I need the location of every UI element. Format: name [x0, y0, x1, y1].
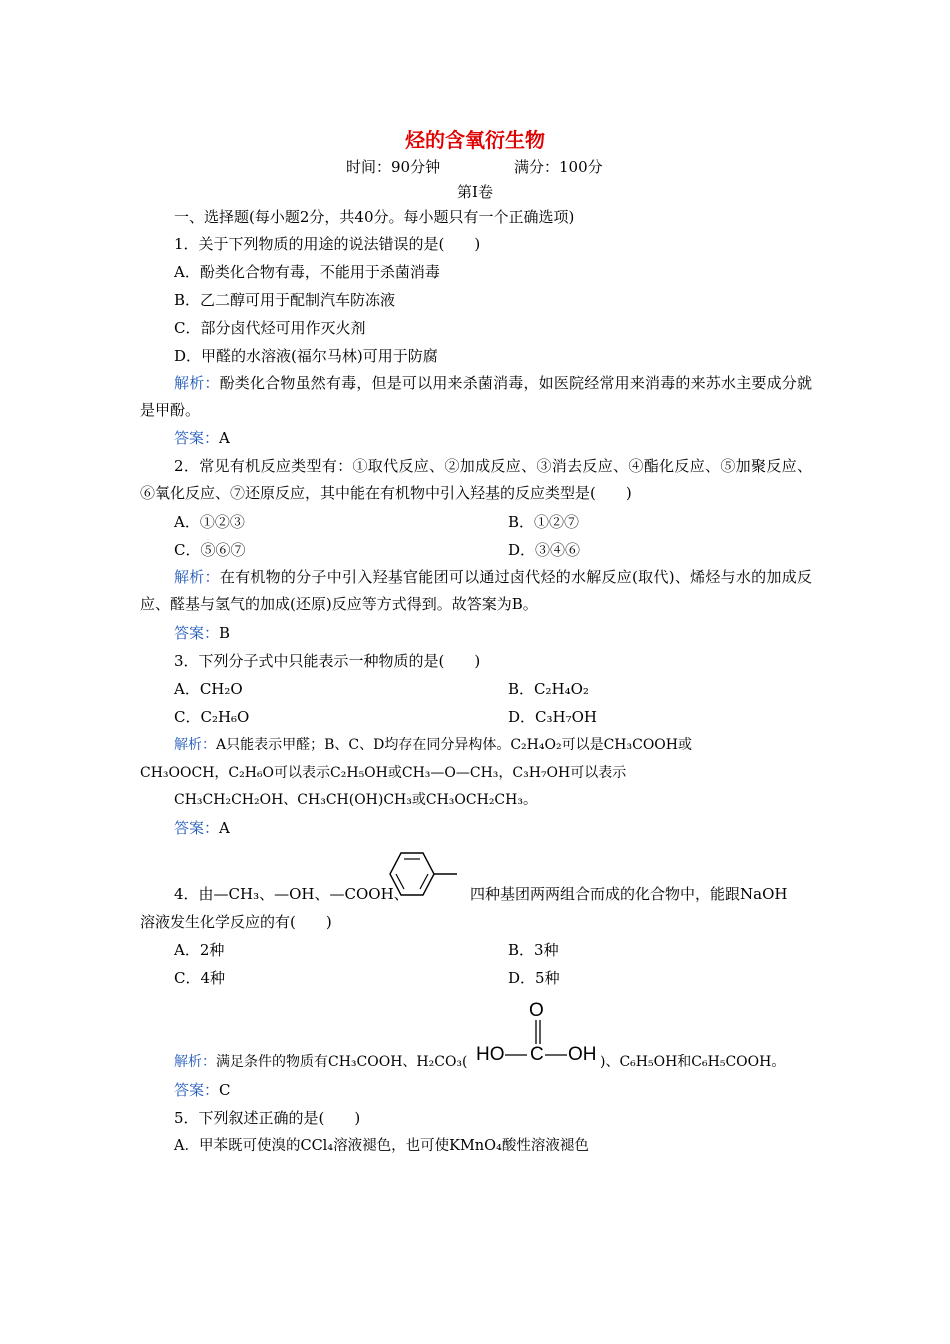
explanation-label: 解析： [174, 374, 220, 392]
q2-answer-value: B [219, 624, 231, 642]
q2-explanation-text: 在有机物的分子中引入羟基官能团可以通过卤代烃的水解反应(取代)、烯烃与水的加成反应、醛基与氢气的加成(还原)反应等方式得到。故答案为B。 [140, 568, 812, 613]
q4-option-c: C．4种 [174, 969, 226, 987]
q1-explanation-text: 酚类化合物虽然有毒，但是可以用来杀菌消毒，如医院经常用来消毒的来苏水主要成分就是甲酚。 [140, 374, 812, 419]
q4-option-a: A．2种 [174, 941, 225, 959]
q2-option-c: C．⑤⑥⑦ [174, 541, 246, 559]
q1-answer-value: A [219, 429, 230, 447]
q3-answer [174, 818, 230, 838]
answer-label: 答案： [174, 1081, 220, 1099]
q4-explanation-text1: 满足条件的物质有CH₃COOH、H₂CO₃( [216, 1054, 468, 1070]
answer-label: 答案： [174, 429, 220, 447]
h2co3-top-o: O [529, 1000, 544, 1021]
q5-option-a: A．甲苯既可使溴的CCl₄溶液褪色，也可使KMnO₄酸性溶液褪色 [174, 1138, 589, 1154]
q2-option-b: B．①②⑦ [508, 513, 580, 531]
single-bond-right-icon [545, 1053, 569, 1057]
q4-answer [174, 1080, 231, 1100]
q1-answer [174, 428, 230, 448]
exam-time: 时间：90分钟 [346, 158, 441, 176]
volume-heading: 第Ⅰ卷 [457, 183, 493, 201]
benzene-ring-icon [383, 849, 463, 899]
q2-option-a: A．①②③ [174, 513, 245, 531]
q4-stem-part2: 四种基团两两组合而成的化合物中，能跟NaOH [470, 885, 788, 903]
q2-explanation [140, 564, 812, 618]
q3-explanation-line3: CH₃CH₂CH₂OH、CH₃CH(OH)CH₃或CH₃OCH₂CH₃。 [174, 792, 537, 808]
q2-answer [174, 623, 230, 643]
q3-answer-value: A [219, 819, 230, 837]
q1-stem: 1．关于下列物质的用途的说法错误的是( ) [174, 235, 481, 253]
section-heading: 一、选择题(每小题2分，共40分。每小题只有一个正确选项) [174, 208, 575, 226]
q3-explanation-text1: A只能表示甲醛；B、C、D均存在同分异构体。C₂H₄O₂可以是CH₃COOH或 [216, 737, 692, 753]
q1-option-d: D．甲醛的水溶液(福尔马林)可用于防腐 [174, 347, 438, 365]
q3-stem: 3．下列分子式中只能表示一种物质的是( ) [174, 652, 481, 670]
q2-option-d: D．③④⑥ [508, 541, 581, 559]
q3-option-b: B．C₂H₄O₂ [508, 680, 589, 698]
q4-explanation-part1 [174, 1052, 468, 1072]
q4-option-d: D．5种 [508, 969, 560, 987]
q3-option-c: C．C₂H₆O [174, 708, 250, 726]
page-title: 烃的含氧衍生物 [405, 128, 545, 152]
q4-explanation-part2: )、C₆H₅OH和C₆H₅COOH。 [600, 1054, 786, 1070]
h2co3-left-ho: HO [476, 1044, 505, 1065]
q4-stem-part1: 4．由—CH₃、—OH、—COOH、 [174, 885, 409, 903]
q5-stem: 5．下列叙述正确的是( ) [174, 1109, 361, 1127]
answer-label: 答案： [174, 624, 220, 642]
q1-option-b: B．乙二醇可用于配制汽车防冻液 [174, 291, 396, 309]
h2co3-carbon: C [530, 1044, 544, 1065]
q1-option-a: A．酚类化合物有毒，不能用于杀菌消毒 [174, 263, 440, 281]
double-bond-icon [533, 1020, 543, 1046]
single-bond-left-icon [505, 1053, 529, 1057]
q3-explanation-line2: CH₃OOCH，C₂H₆O可以表示C₂H₅OH或CH₃—O—CH₃，C₃H₇OH可以表示 [140, 765, 627, 781]
q4-stem-part3: 溶液发生化学反应的有( ) [140, 913, 332, 931]
q1-explanation [140, 370, 812, 424]
exam-score: 满分：100分 [514, 158, 603, 176]
q3-option-d: D．C₃H₇OH [508, 708, 597, 726]
h2co3-right-oh: OH [568, 1044, 597, 1065]
q4-answer-value: C [219, 1081, 231, 1099]
q4-option-b: B．3种 [508, 941, 559, 959]
q2-stem: 2．常见有机反应类型有：①取代反应、②加成反应、③消去反应、④酯化反应、⑤加聚反应、⑥氧化反应、⑦还原反应，其中能在有机物中引入羟基的反应类型是( ) [140, 457, 812, 502]
explanation-label: 解析： [174, 568, 220, 586]
q3-option-a: A．CH₂O [174, 680, 243, 698]
explanation-label: 解析： [174, 737, 216, 753]
explanation-label: 解析： [174, 1054, 216, 1070]
q1-option-c: C．部分卤代烃可用作灭火剂 [174, 319, 366, 337]
answer-label: 答案： [174, 819, 220, 837]
q3-explanation-line1 [174, 735, 692, 755]
